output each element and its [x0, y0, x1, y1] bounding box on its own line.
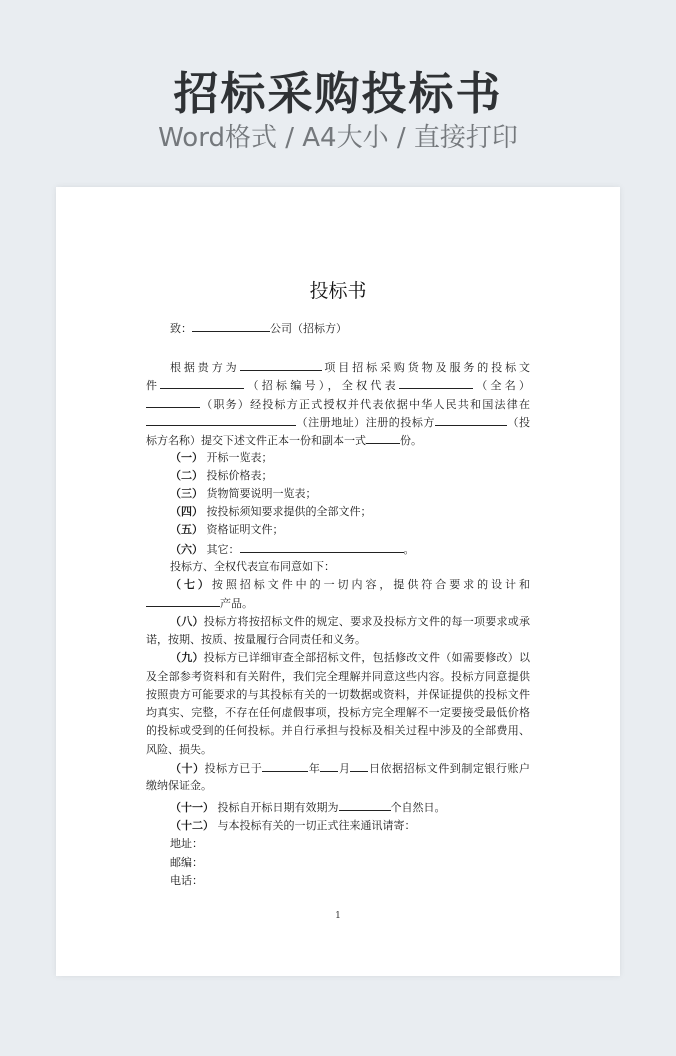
- list-item: [170, 449, 530, 467]
- item-text: 货物简要说明一览表；: [206, 487, 317, 500]
- list-item: [170, 485, 530, 503]
- address-blank: [146, 413, 296, 426]
- addressee-suffix: 公司（招标方）: [270, 322, 347, 335]
- item-text: 按照招标文件中的一切内容，提供符合要求的设计和: [211, 578, 531, 591]
- item-text: 其它：: [206, 543, 240, 556]
- item-text: 月: [338, 762, 351, 775]
- item-label: （六）: [170, 543, 203, 556]
- intro-text: 份。: [400, 434, 422, 447]
- intro-line-1: [170, 358, 530, 377]
- intro-text: 项目招标采购货物及服务的投标文: [321, 361, 530, 374]
- item-text: 投标方将按招标文件的规定、要求及投标方文件的每一项要求或承: [203, 615, 531, 628]
- addressee-line: [170, 319, 530, 338]
- page-number: 1: [335, 911, 341, 921]
- item-label: （九）: [170, 651, 204, 664]
- item-text: 产品。: [220, 597, 253, 610]
- item-text: 日依据招标文件到制定银行账户: [368, 762, 531, 775]
- intro-text: （注册地址）注册的投标方: [296, 416, 435, 429]
- day-blank: [350, 759, 368, 772]
- addressee-blank: [192, 319, 270, 332]
- clause-9-line-4: 均真实、完整，不存在任何虚假事项，投标方完全理解不一定要接受最低价格: [146, 706, 530, 719]
- item-text: 。: [403, 543, 415, 556]
- clause-7-line-2: [146, 594, 530, 613]
- item-label: （五）: [170, 523, 203, 536]
- banner-title: 招标采购投标书: [173, 67, 503, 120]
- item-label: （十）: [170, 762, 205, 775]
- year-blank: [262, 759, 308, 772]
- clause-8-line-2: 诺，按期、按质、按量履行合同责任和义务。: [146, 633, 366, 646]
- item-label: （八）: [170, 615, 204, 628]
- item-text: 投标方已详细审查全部招标文件，包括修改文件（如需要修改）以: [203, 651, 531, 664]
- item-label: （十一）: [170, 801, 214, 814]
- item-text: 与本投标有关的一切正式往来通讯请寄：: [217, 819, 416, 832]
- intro-line-5: [146, 431, 530, 450]
- list-item: [170, 503, 530, 521]
- declaration: 投标方、全权代表宣布同意如下：: [170, 560, 335, 573]
- list-item: [170, 540, 530, 559]
- intro-text: 根据贵方为: [170, 361, 240, 374]
- item-text: 投标自开标日期有效期为: [217, 801, 339, 814]
- banner-subtitle: Word格式 / A4大小 / 直接打印: [158, 123, 518, 153]
- clause-12: [170, 817, 530, 835]
- intro-text: （职务）经投标方正式授权并代表依据中华人民共和国法律在: [200, 398, 530, 411]
- clause-11: [170, 798, 530, 817]
- other-blank: [240, 540, 404, 553]
- intro-line-3: [146, 395, 530, 414]
- clause-7-line-1: [170, 576, 530, 594]
- item-text: 投标价格表；: [206, 469, 273, 482]
- intro-text: （投: [506, 416, 531, 429]
- item-label: （一）: [170, 451, 203, 464]
- item-text: 个自然日。: [390, 801, 446, 814]
- clause-9-line-6: 风险、损失。: [146, 743, 212, 756]
- addressee-prefix: 致：: [170, 322, 192, 335]
- list-item: [170, 521, 530, 539]
- project-blank: [240, 358, 322, 371]
- item-label: （七）: [170, 578, 212, 591]
- intro-text: （招标编号），全权代表: [244, 379, 399, 392]
- clause-9-line-5: 的投标或受到的任何投标。并自行承担与投标及相关过程中涉及的全部费用、: [146, 724, 530, 737]
- item-text: 年: [308, 762, 321, 775]
- list-item: [170, 467, 530, 485]
- intro-text: （全名）: [472, 379, 531, 392]
- contact-postcode-label: 邮编：: [170, 856, 203, 869]
- item-label: （三）: [170, 487, 203, 500]
- intro-text: 标方名称）提交下述文件正本一份和副本一式: [146, 434, 366, 447]
- clause-10-line-2: 缴纳保证金。: [146, 779, 212, 792]
- clause-9-line-1: [170, 649, 530, 667]
- clause-10-line-1: [170, 759, 530, 778]
- clause-9-line-2: 及全部参考资料和有关附件，我们完全理解并同意这些内容。投标方同意提供: [146, 670, 530, 683]
- intro-text: 件: [146, 379, 161, 392]
- item-text: 开标一览表；: [206, 451, 273, 464]
- intro-line-4: [146, 413, 530, 432]
- bidder-name-blank: [435, 413, 507, 426]
- item-label: （四）: [170, 505, 203, 518]
- intro-line-2: [146, 376, 530, 395]
- clause-8-line-1: [170, 613, 530, 631]
- contact-address-label: 地址：: [170, 837, 203, 850]
- item-label: （十二）: [170, 819, 214, 832]
- clause-9-line-3: 按照贵方可能要求的与其投标有关的一切数据或资料，并保证提供的投标文件: [146, 688, 530, 701]
- item-text: 资格证明文件；: [206, 523, 284, 536]
- tender-number-blank: [160, 376, 244, 389]
- document-title: 投标书: [309, 280, 367, 302]
- copies-blank: [366, 431, 400, 444]
- product-blank: [146, 594, 220, 607]
- validity-blank: [339, 798, 391, 811]
- position-blank: [146, 395, 200, 408]
- item-label: （二）: [170, 469, 203, 482]
- representative-blank: [399, 376, 473, 389]
- item-text: 投标方已于: [204, 762, 263, 775]
- item-text: 按投标须知要求提供的全部文件；: [206, 505, 372, 518]
- document-page: [56, 187, 620, 976]
- contact-phone-label: 电话：: [170, 874, 203, 887]
- month-blank: [320, 759, 338, 772]
